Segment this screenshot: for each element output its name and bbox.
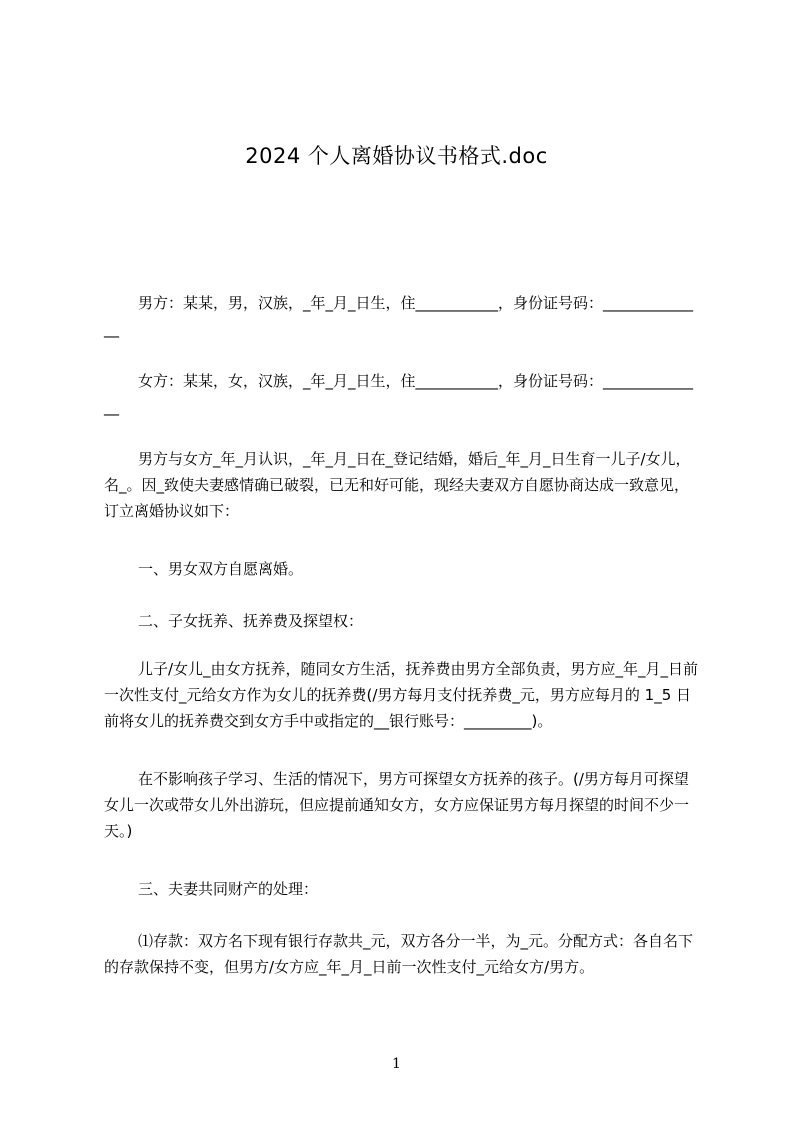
section-heading-property: 三、夫妻共同财产的处理： (138, 880, 319, 898)
paragraph-background: 男方与女方_年_月认识，_年_月_日在_登记结婚，婚后_年_月_日生育一儿子/女儿，名_。因_致使夫妻感情确已破裂，已无和好可能，现经夫妻双方自愿协商达成一致意见，订立离婚协议如下： (104, 450, 691, 520)
page-number: 1 (392, 1056, 401, 1072)
paragraph-savings: ⑴存款：双方名下现有银行存款共_元，双方各分一半，为_元。分配方式：各自名下的存款保持不变，但男方/女方应_年_月_日前一次性支付_元给女方/男方。 (104, 932, 694, 976)
document-title: 2024 个人离婚协议书格式.doc (245, 144, 548, 168)
section-heading-divorce: 一、男女双方自愿离婚。 (138, 560, 304, 578)
paragraph-female-party: 女方：某某，女，汉族，_年_月_日生，住___________，身份证号码：______________ (104, 372, 694, 416)
paragraph-child-support: 儿子/女儿_由女方抚养，随同女方生活，抚养费由男方全部负责，男方应_年_月_日前一次性支付_元给女方作为女儿的抚养费(/男方每月支付抚养费_元，男方应每月的 1_5 日前将女儿的抚养费交到女方手中或指定的__银行账号：_________)。 (104, 660, 699, 730)
paragraph-visitation: 在不影响孩子学习、生活的情况下，男方可探望女方抚养的孩子。(/男方每月可探望女儿一次或带女儿外出游玩，但应提前通知女方，女方应保证男方每月探望的时间不少一天。) (104, 770, 690, 840)
paragraph-male-party: 男方：某某，男，汉族，_年_月_日生，住___________，身份证号码：______________ (104, 294, 694, 338)
section-heading-custody: 二、子女抚养、抚养费及探望权： (138, 612, 364, 630)
